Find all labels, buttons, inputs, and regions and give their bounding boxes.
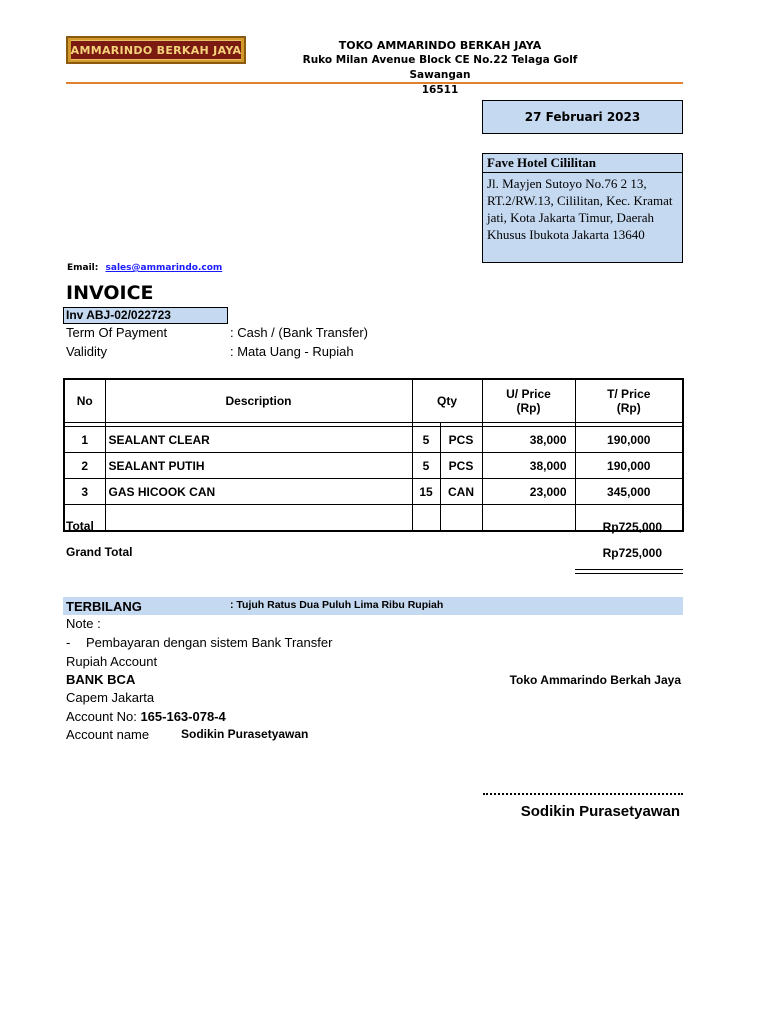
bank-branch: Capem Jakarta xyxy=(66,690,155,705)
customer-name: Fave Hotel Cililitan xyxy=(483,154,682,173)
customer-box xyxy=(482,153,683,263)
header-qty: Qty xyxy=(412,379,482,423)
header-total-price xyxy=(575,379,683,423)
row-description: SEALANT CLEAR xyxy=(105,427,412,453)
company-name: TOKO AMMARINDO BERKAH JAYA xyxy=(338,39,542,52)
grand-total-double-underline xyxy=(575,569,683,574)
company-address-line2: 16511 xyxy=(421,84,459,96)
header-total-price-sub: (Rp) xyxy=(616,401,641,415)
row-description: GAS HICOOK CAN xyxy=(105,479,412,505)
total-value: Rp725,000 xyxy=(602,520,662,534)
row-unit-price: 23,000 xyxy=(482,479,575,505)
table-row xyxy=(64,427,683,453)
rupiah-account: Rupiah Account xyxy=(66,654,158,669)
term-label: Term Of Payment xyxy=(66,325,168,340)
row-unit-price: 38,000 xyxy=(482,427,575,453)
customer-address: Jl. Mayjen Sutoyo No.76 2 13, RT.2/RW.13, Cililitan, Kec. Kramat jati, Kota Jakarta Timur, Daerah Khusus Ibukota Jakarta 13640 xyxy=(487,176,673,242)
total-label: Total xyxy=(66,519,94,533)
validity-value: : Mata Uang - Rupiah xyxy=(230,344,354,359)
company-address-line1: Ruko Milan Avenue Block CE No.22 Telaga Golf Sawangan xyxy=(302,54,578,81)
row-qty: 5 xyxy=(412,427,440,453)
note-label: Note : xyxy=(66,616,101,631)
row-no: 3 xyxy=(64,479,105,505)
header-unit-price xyxy=(482,379,575,423)
grand-total-value: Rp725,000 xyxy=(602,546,662,560)
term-value: : Cash / (Bank Transfer) xyxy=(230,325,368,340)
invoice-date: 27 Februari 2023 xyxy=(482,100,683,134)
account-name-value: Sodikin Purasetyawan xyxy=(181,727,309,741)
terbilang-text: : Tujuh Ratus Dua Puluh Lima Ribu Rupiah xyxy=(230,599,444,611)
row-unit: CAN xyxy=(440,479,482,505)
invoice-number: Inv ABJ-02/022723 xyxy=(63,307,228,324)
invoice-title: INVOICE xyxy=(66,282,154,304)
header-no: No xyxy=(64,379,105,423)
row-no: 1 xyxy=(64,427,105,453)
row-unit: PCS xyxy=(440,453,482,479)
items-table xyxy=(63,378,684,532)
email-link[interactable]: sales@ammarindo.com xyxy=(105,263,223,273)
signature-name: Sodikin Purasetyawan xyxy=(520,803,680,820)
signature-company: Toko Ammarindo Berkah Jaya xyxy=(509,673,681,687)
header-unit-price-sub: (Rp) xyxy=(516,401,541,415)
account-no-row xyxy=(66,709,226,724)
grand-total-label: Grand Total xyxy=(66,545,133,559)
row-qty: 5 xyxy=(412,453,440,479)
row-total-price: 345,000 xyxy=(575,479,683,505)
row-unit-price: 38,000 xyxy=(482,453,575,479)
table-row xyxy=(64,479,683,505)
row-unit: PCS xyxy=(440,427,482,453)
logo-banner xyxy=(71,40,241,60)
table-header-row xyxy=(64,379,683,423)
note-text: Pembayaran dengan sistem Bank Transfer xyxy=(86,635,333,650)
email-row xyxy=(67,263,222,273)
row-no: 2 xyxy=(64,453,105,479)
row-qty: 15 xyxy=(412,479,440,505)
company-header xyxy=(280,38,600,98)
table-row xyxy=(64,453,683,479)
note-bullet: - xyxy=(66,635,71,650)
header-description: Description xyxy=(105,379,412,423)
header-total-price-label: T/ Price xyxy=(607,387,651,401)
header-divider xyxy=(66,82,683,84)
email-label: Email: xyxy=(67,263,99,273)
account-name-label: Account name xyxy=(66,727,150,742)
validity-label: Validity xyxy=(66,344,107,359)
row-total-price: 190,000 xyxy=(575,427,683,453)
bank-name: BANK BCA xyxy=(66,672,136,687)
signature-line xyxy=(483,793,683,795)
account-no-value: 165-163-078-4 xyxy=(140,709,226,724)
row-total-price: 190,000 xyxy=(575,453,683,479)
row-description: SEALANT PUTIH xyxy=(105,453,412,479)
account-no-label: Account No: xyxy=(66,709,137,724)
logo-text: AMMARINDO BERKAH JAYA xyxy=(70,43,242,57)
header-unit-price-label: U/ Price xyxy=(506,387,551,401)
terbilang-label: TERBILANG xyxy=(66,599,142,614)
company-logo xyxy=(66,36,246,64)
